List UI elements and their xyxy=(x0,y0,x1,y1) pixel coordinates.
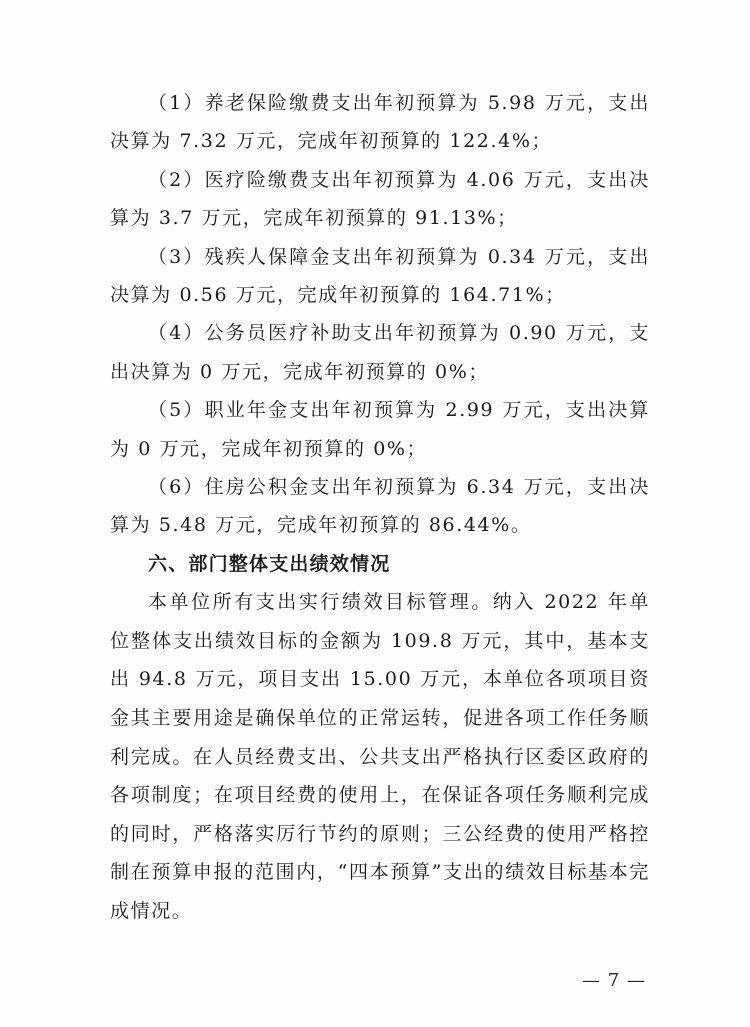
page-number: — 7 — xyxy=(582,970,646,991)
section-body-block xyxy=(110,583,650,930)
section-heading: 六、部门整体支出绩效情况 xyxy=(148,552,391,575)
document-content xyxy=(110,84,650,931)
budget-item-housing-fund: （6）住房公积金支出年初预算为 6.34 万元，支出决算为 5.48 万元，完成年初预算的 86.44%。 xyxy=(110,476,650,537)
budget-item-civil-servant-medical: （4）公务员医疗补助支出年初预算为 0.90 万元，支出决算为 0 万元，完成年初预算的 0%； xyxy=(110,322,650,383)
budget-item-medical-insurance: （2）医疗险缴费支出年初预算为 4.06 万元，支出决算为 3.7 万元，完成年初预算的 91.13%； xyxy=(110,168,650,230)
budget-item-pension: （1）养老保险缴费支出年初预算为 5.98 万元，支出决算为 7.32 万元，完成年初预算的 122.4%； xyxy=(110,92,650,153)
section-body: 本单位所有支出实行绩效目标管理。纳入 2022 年单位整体支出绩效目标的金额为 109.8 万元，其中，基本支出 94.8 万元，项目支出 15.00 万元，本单位各项项目资金其主要用途是确保单位的正常运转，促进各项工作任务顺利完成。在人员经费支出、公共支出严格执行区委区政府的各项制度；在项目经费的使用上，在保证各项任务顺利完成的同时，严格落实厉行节约的原则；三公经费的使用严格控制在预算申报的范围内，“四本预算”支出的绩效目标基本完成情况。 xyxy=(110,591,650,923)
budget-item-occupational-annuity: （5）职业年金支出年初预算为 2.99 万元，支出决算为 0 万元，完成年初预算的 0%； xyxy=(110,399,650,460)
budget-item-disability-fund: （3）残疾人保障金支出年初预算为 0.34 万元，支出决算为 0.56 万元，完成年初预算的 164.71%； xyxy=(110,245,650,307)
